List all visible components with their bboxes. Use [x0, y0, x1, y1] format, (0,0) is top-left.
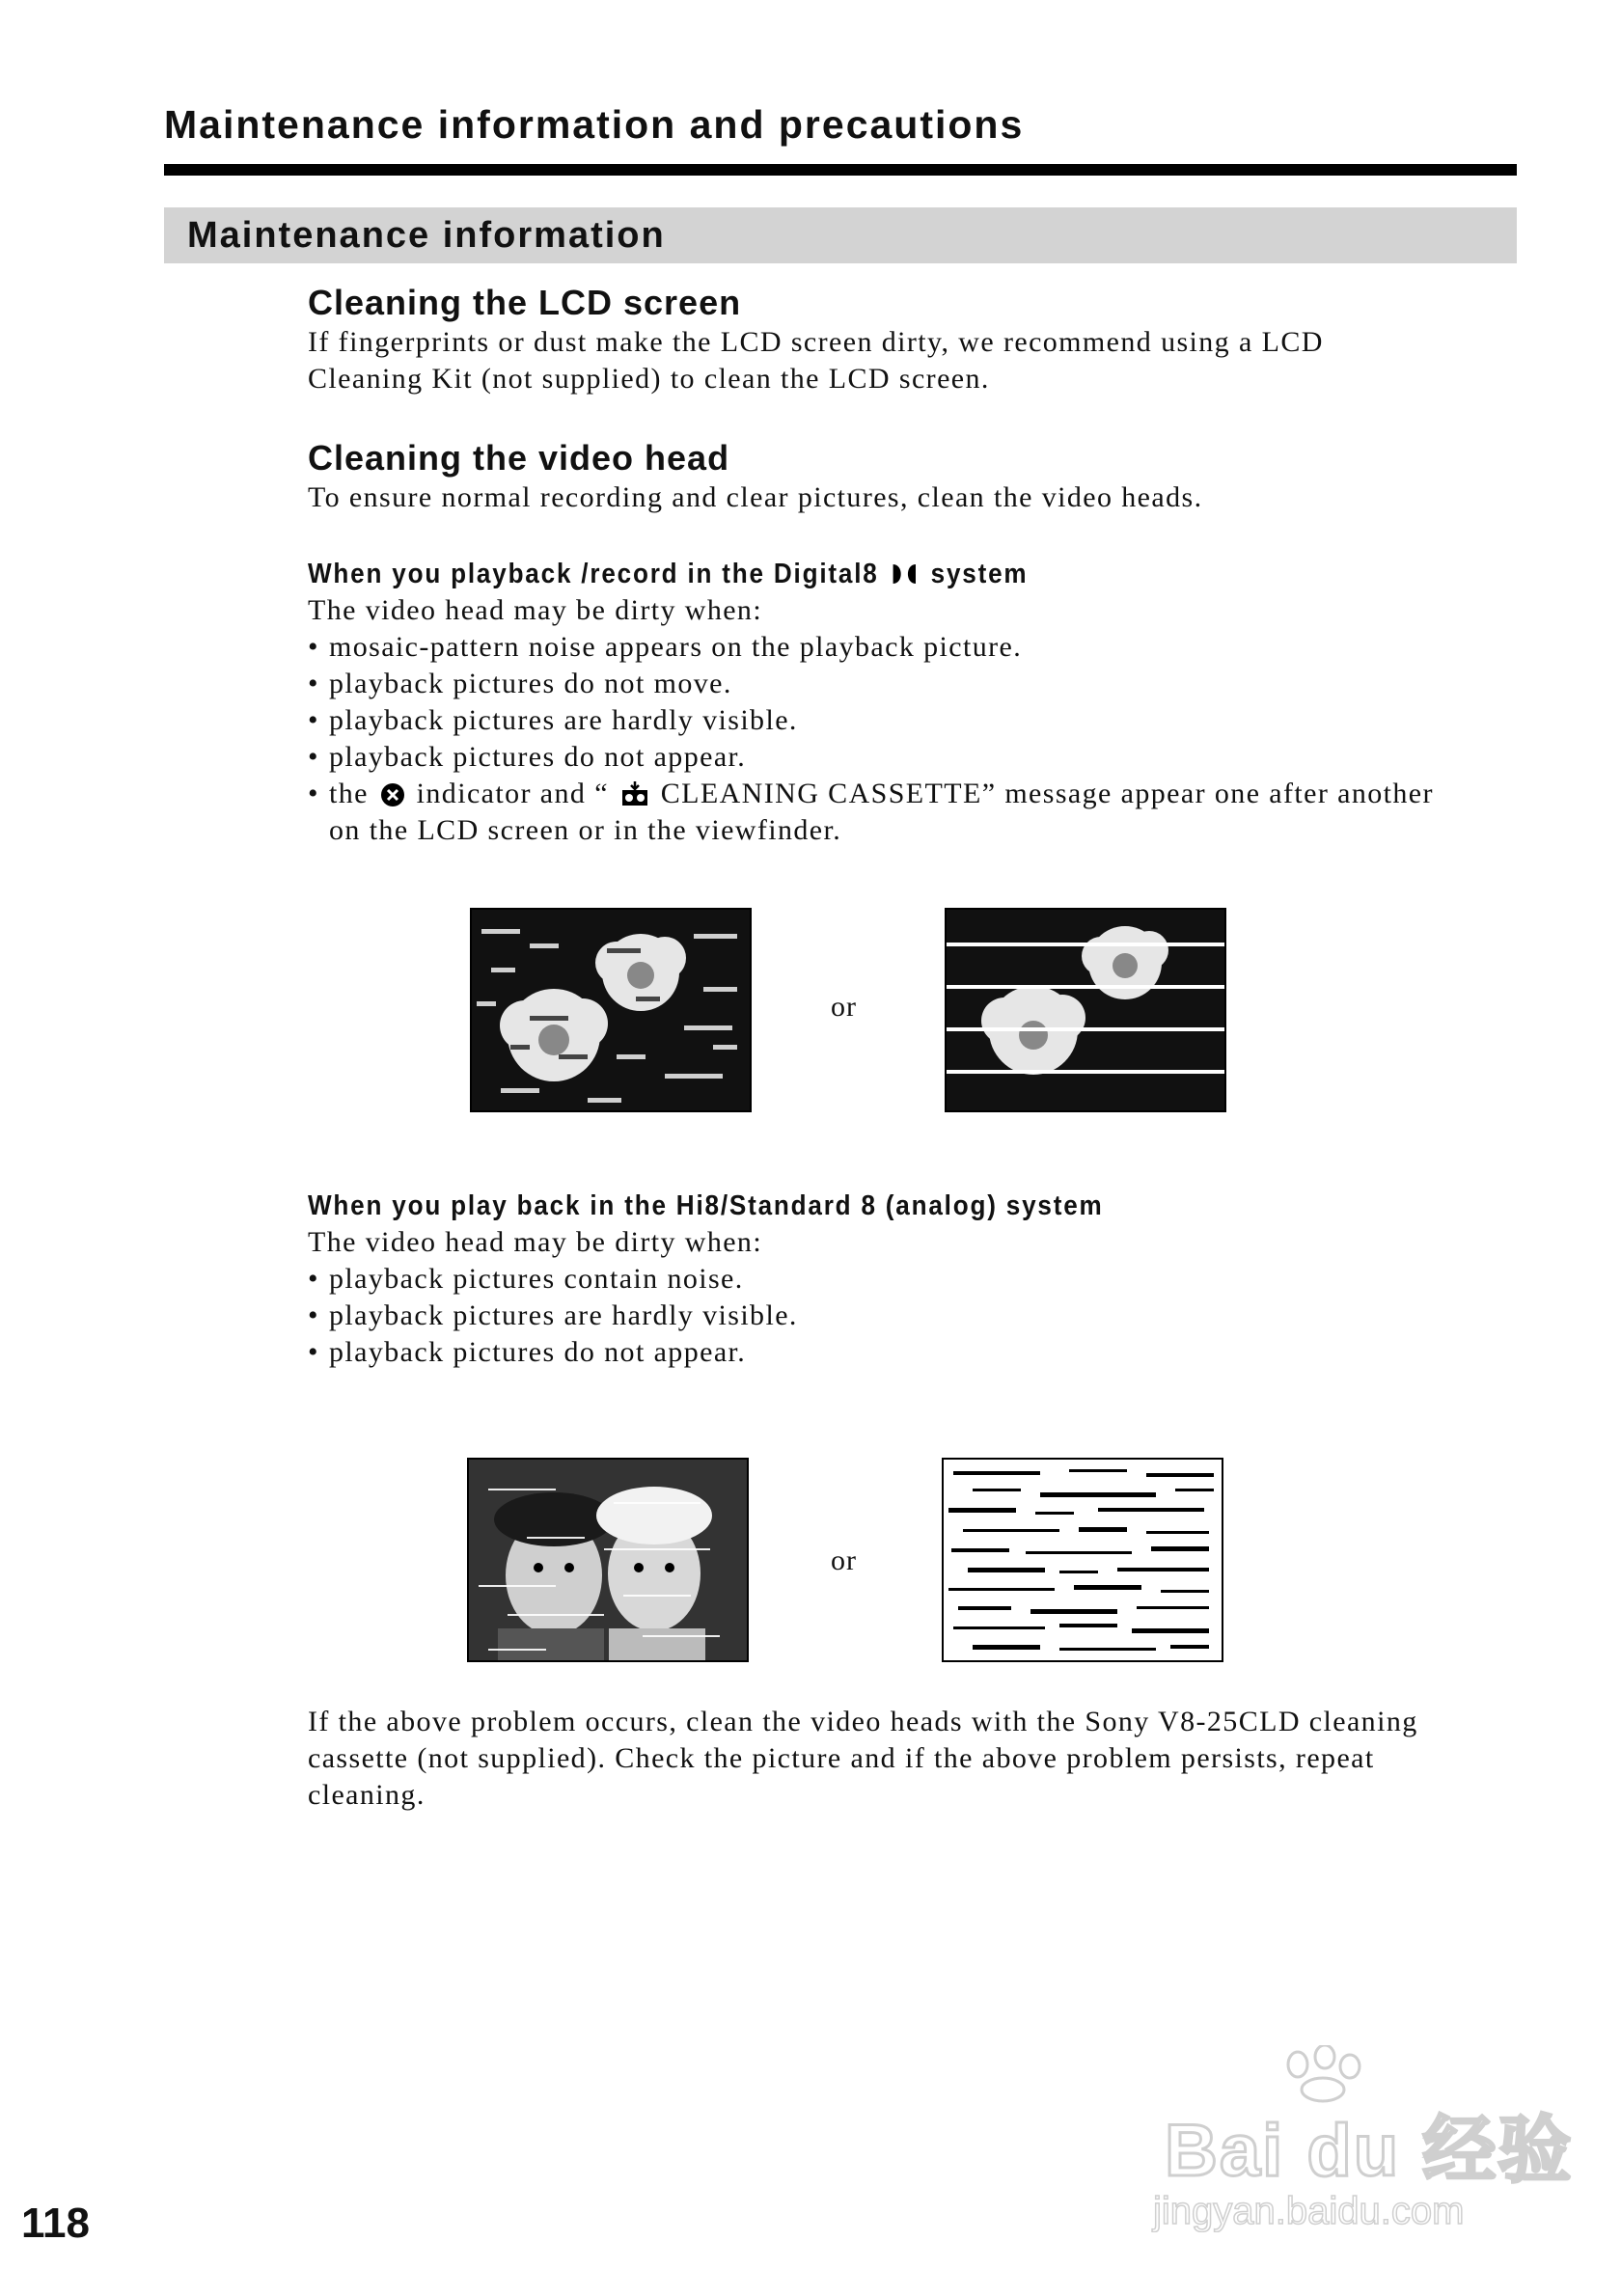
video-head-heading: Cleaning the video head	[308, 438, 730, 478]
bullet-text-post: CLEANING CASSETTE” message appear one after another	[660, 778, 1434, 809]
digital8-heading	[308, 556, 1402, 592]
digital8-bullet: • mosaic-pattern noise appears on the playback picture.	[308, 629, 1524, 666]
digital8-bullet-continuation: on the LCD screen or in the viewfinder.	[329, 814, 842, 846]
lcd-text-line: Cleaning Kit (not supplied) to clean the LCD screen.	[308, 363, 990, 395]
snow-noise-picture	[944, 1460, 1222, 1660]
page-number: 118	[21, 2200, 90, 2247]
children-portrait-picture	[469, 1460, 747, 1660]
watermark-brand: Bai du 经验	[1165, 2110, 1574, 2192]
header-rule	[164, 164, 1517, 176]
digital8-heading-post: system	[930, 559, 1029, 589]
digital8-heading-pre: When you playback /record in the Digital8	[308, 559, 879, 589]
digital8-bullet: • playback pictures are hardly visible.	[308, 702, 1524, 739]
mosaic-noise-image	[470, 908, 752, 1112]
or-label: or	[831, 991, 857, 1023]
watermark-url: jingyan.baidu.com	[1153, 2190, 1465, 2232]
analog-intro: The video head may be dirty when:	[308, 1226, 763, 1258]
section-title: Maintenance information	[187, 215, 666, 256]
page-header-title: Maintenance information and precautions	[164, 102, 1025, 147]
analog-bullet: • playback pictures do not appear.	[308, 1334, 1524, 1371]
digital8-logo-icon	[890, 560, 920, 588]
lcd-heading: Cleaning the LCD screen	[308, 283, 742, 322]
digital8-bullet-cleaning	[308, 776, 1524, 812]
bullet-text-mid: indicator and “	[416, 778, 609, 809]
mosaic-flowers-picture	[472, 910, 750, 1110]
lcd-section	[308, 282, 1524, 397]
closing-section	[308, 1704, 1524, 1814]
analog-heading: When you play back in the Hi8/Standard 8 (analog) system	[308, 1190, 1104, 1221]
video-head-intro: To ensure normal recording and clear pictures, clean the video heads.	[308, 481, 1203, 513]
analog-bullet: • playback pictures are hardly visible.	[308, 1298, 1524, 1334]
cleaning-cassette-icon	[620, 780, 649, 807]
noisy-portrait-image	[467, 1458, 749, 1662]
closing-text-line: cassette (not supplied). Check the picture and if the above problem persists, repeat	[308, 1742, 1375, 1774]
digital8-bullet: • playback pictures do not appear.	[308, 739, 1524, 776]
or-label: or	[831, 1544, 857, 1576]
baidu-watermark	[1153, 2045, 1574, 2238]
digital8-section	[308, 556, 1524, 849]
section-bar	[164, 207, 1517, 263]
analog-bullet: • playback pictures contain noise.	[308, 1261, 1524, 1298]
lcd-text-line: If fingerprints or dust make the LCD screen dirty, we recommend using a LCD	[308, 326, 1324, 358]
closing-text-line: If the above problem occurs, clean the video heads with the Sony V8-25CLD cleaning	[308, 1706, 1418, 1737]
snow-noise-image	[942, 1458, 1223, 1662]
stripe-noise-image	[945, 908, 1226, 1112]
video-head-section	[308, 437, 1524, 516]
bullet-text-pre: the	[329, 778, 369, 809]
stripe-flowers-picture	[947, 910, 1224, 1110]
digital8-bullet: • playback pictures do not move.	[308, 666, 1524, 702]
analog-section	[308, 1188, 1524, 1371]
head-clog-warning-icon	[380, 782, 405, 807]
digital8-intro: The video head may be dirty when:	[308, 594, 763, 626]
closing-text-line: cleaning.	[308, 1779, 426, 1811]
